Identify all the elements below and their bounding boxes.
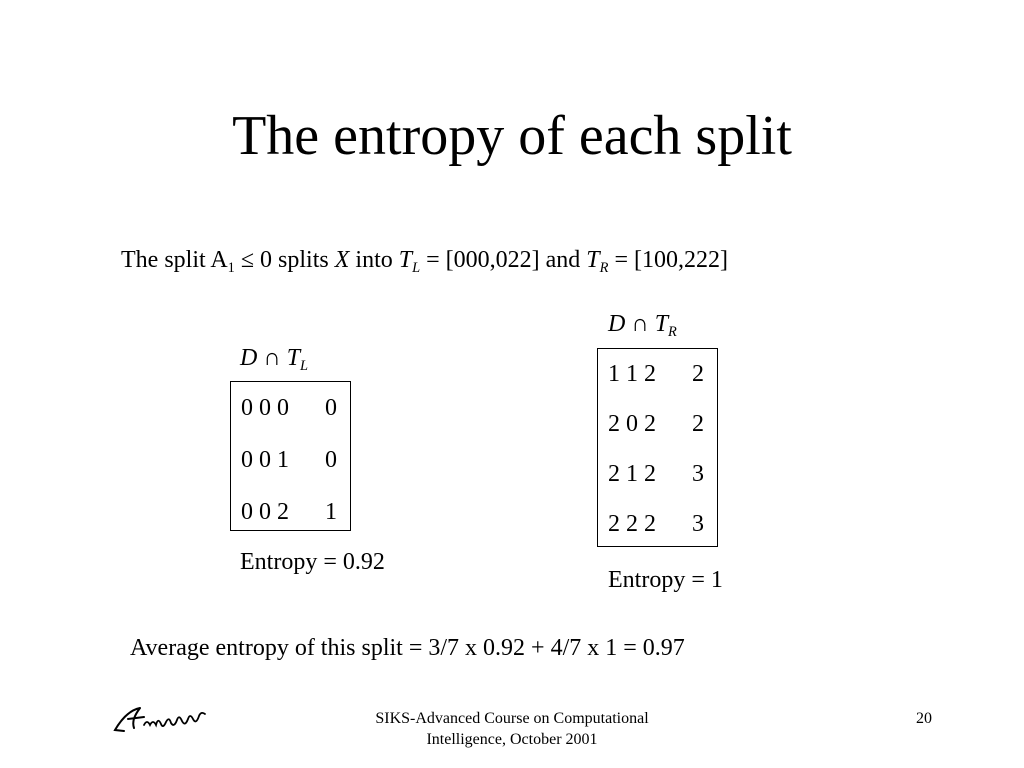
table-row [231, 486, 350, 538]
right-heading-sub: R [668, 324, 677, 341]
left-heading-sub: L [300, 358, 309, 375]
left-heading-t: T [286, 345, 301, 371]
split-text-4: = [000,022] and [420, 247, 587, 273]
table-row [598, 449, 717, 499]
left-heading-cap: ∩ [257, 345, 287, 371]
row-class: 3 [692, 461, 704, 487]
table-row [598, 399, 717, 449]
table-row [598, 349, 717, 399]
split-text-1: The split A [121, 247, 228, 273]
split-text-2: ≤ 0 splits [234, 247, 335, 273]
slide-title: The entropy of each split [232, 105, 792, 167]
row-class: 2 [692, 361, 704, 387]
row-class: 1 [325, 499, 337, 525]
split-text-3: into [349, 247, 399, 273]
table-row [231, 382, 350, 434]
split-variable-t-right: T [586, 247, 600, 273]
row-attributes: 2 1 2 [608, 461, 656, 487]
row-attributes: 0 0 2 [241, 499, 289, 525]
table-row [231, 434, 350, 486]
right-data-table [597, 348, 718, 547]
table-row [598, 499, 717, 549]
row-class: 0 [325, 395, 337, 421]
right-table-heading [608, 308, 677, 340]
logo-signature-icon [110, 700, 214, 740]
left-table-heading [240, 342, 308, 374]
split-subscript-l: L [412, 260, 421, 277]
split-variable-t-left: T [398, 247, 413, 273]
page-number: 20 [916, 710, 932, 727]
split-variable-x: X [334, 247, 350, 273]
right-heading-d: D [608, 311, 626, 337]
footer-course-text: SIKS-Advanced Course on Computational Intelligence, October 2001 [375, 710, 649, 748]
left-data-table [230, 381, 351, 531]
right-entropy: Entropy = 1 [608, 567, 723, 593]
row-attributes: 1 1 2 [608, 361, 656, 387]
right-heading-cap: ∩ [625, 311, 655, 337]
left-heading-d: D [240, 345, 258, 371]
average-entropy: Average entropy of this split = 3/7 x 0.92 + 4/7 x 1 = 0.97 [130, 635, 685, 661]
split-subscript-r: R [599, 260, 609, 277]
row-class: 2 [692, 411, 704, 437]
row-class: 3 [692, 511, 704, 537]
right-heading-t: T [654, 311, 669, 337]
row-attributes: 2 2 2 [608, 511, 656, 537]
left-entropy: Entropy = 0.92 [240, 549, 385, 575]
row-attributes: 0 0 1 [241, 447, 289, 473]
row-class: 0 [325, 447, 337, 473]
split-subscript-1: 1 [227, 260, 235, 277]
split-text-5: = [100,222] [608, 247, 728, 273]
split-description [121, 244, 728, 276]
row-attributes: 2 0 2 [608, 411, 656, 437]
row-attributes: 0 0 0 [241, 395, 289, 421]
